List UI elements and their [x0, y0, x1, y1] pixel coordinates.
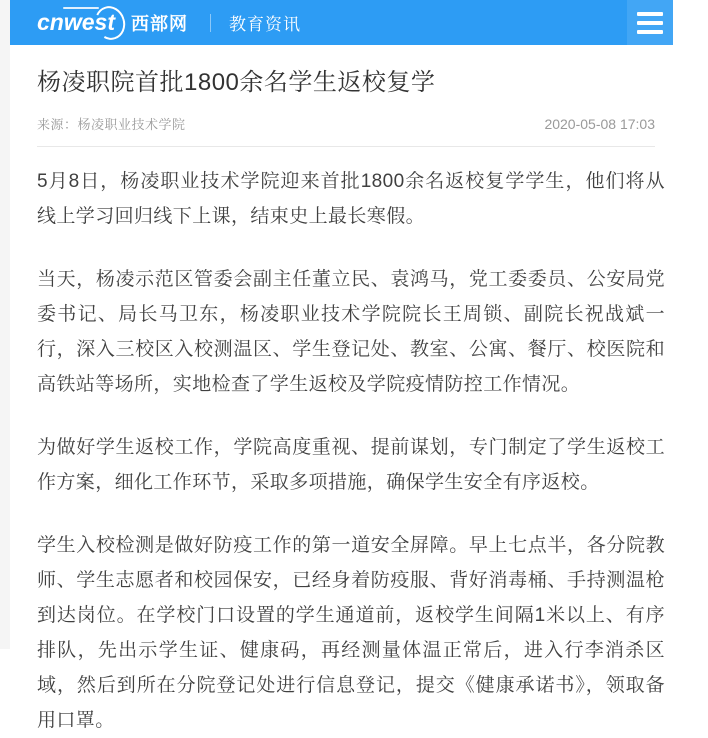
- top-navigation-bar: [10, 0, 673, 45]
- article-title: 杨凌职院首批1800余名学生返校复学: [37, 69, 436, 96]
- hamburger-menu-button[interactable]: [627, 0, 673, 45]
- article-container: [10, 67, 673, 738]
- article-paragraph: 学生入校检测是做好防疫工作的第一道安全屏障。早上七点半，各分院教师、学生志愿者和校园保安，已经身着防疫服、背好消毒桶、手持测温枪到达岗位。在学校门口设置的学生通道前，返校学生间隔1米以上、有序排队，先出示学生证、健康码，再经测量体温正常后，进入行李消杀区域，然后到所在分院登记处进行信息登记，提交《健康承诺书》，领取备用口罩。: [37, 535, 665, 732]
- page-card: [10, 0, 673, 732]
- site-logo-en-wrap: [37, 8, 119, 35]
- site-logo[interactable]: [37, 10, 188, 36]
- page-edge-strip: [0, 0, 10, 649]
- meta-divider: [37, 146, 655, 147]
- article-paragraph: 为做好学生返校工作，学院高度重视、提前谋划，专门制定了学生返校工作方案，细化工作环节，采取多项措施，确保学生安全有序返校。: [37, 437, 665, 494]
- article-body: [37, 164, 665, 738]
- topbar-separator: [210, 14, 211, 32]
- article-paragraph: 当天，杨凌示范区管委会副主任董立民、袁鸿马，党工委委员、公安局党委书记、局长马卫东，杨凌职业技术学院院长王周锁、副院长祝战斌一行，深入三校区入校测温区、学生登记处、教室、公寓、餐厅、校医院和高铁站等场所，实地检查了学生返校及学院疫情防控工作情况。: [37, 269, 665, 396]
- article-date: 2020-05-08 17:03: [544, 116, 655, 133]
- hamburger-icon: [637, 30, 663, 34]
- hamburger-icon: [637, 12, 663, 16]
- section-link-education[interactable]: 教育资讯: [228, 15, 301, 34]
- hamburger-icon: [637, 21, 663, 25]
- site-logo-text-cn: 西部网: [130, 13, 188, 34]
- article-source: 来源：杨凌职业技术学院: [37, 117, 186, 133]
- article-meta-row: [37, 114, 665, 133]
- article-paragraph: 5月8日，杨凌职业技术学院迎来首批1800余名返校复学学生，他们将从线上学习回归线下上课，结束史上最长寒假。: [37, 171, 665, 228]
- logo-tagline-decoration: [63, 7, 99, 9]
- site-logo-text-en: cnwest: [37, 8, 115, 35]
